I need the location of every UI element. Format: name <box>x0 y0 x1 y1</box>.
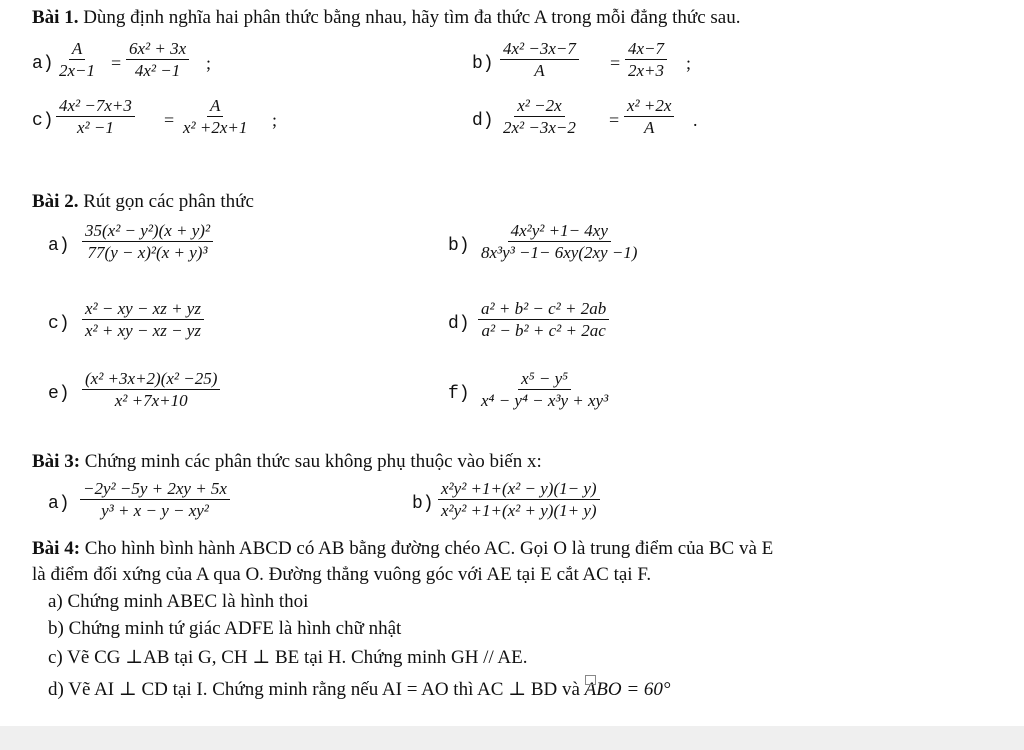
bai1-c-rhs-den: x² +2x+1 <box>183 118 248 137</box>
bai1-c-lhs-den: x² −1 <box>77 118 114 137</box>
bai3-b-den: x²y² +1+(x² + y)(1+ y) <box>441 501 597 520</box>
bai2-d-frac <box>478 300 609 339</box>
bai1-a-rhs-den: 4x² −1 <box>134 61 181 80</box>
angle-icon <box>585 679 671 701</box>
bai2-a-frac <box>82 222 213 261</box>
bai3-b-label: b) <box>412 494 434 514</box>
bai2-f-label: f) <box>448 384 470 404</box>
bai1-d-lhs <box>500 97 579 136</box>
bai1-b-lhs-den: A <box>534 61 545 80</box>
bai1-d-lhs-den: 2x² −3x−2 <box>503 118 576 137</box>
bai1-a-rhs <box>126 40 189 79</box>
bai1-d-rhs <box>624 97 674 136</box>
bai2-c-frac <box>82 300 204 339</box>
bai4-c: c) Vẽ CG ⊥AB tại G, CH ⊥ BE tại H. Chứng minh GH // AE. <box>48 647 528 668</box>
bai1-d-eq: = <box>609 110 620 130</box>
bai4-line1-text: Cho hình bình hành ABCD có AB bằng đường chéo AC. Gọi O là trung điểm của BC và E <box>84 538 774 559</box>
bai2-f-den: x⁴ − y⁴ − x³y + xy³ <box>481 391 609 410</box>
bai3-title <box>32 452 542 473</box>
bai2-e-label: e) <box>48 384 70 404</box>
bai3-text: Chứng minh các phân thức sau không phụ thuộc vào biến x: <box>84 451 542 472</box>
bai2-e-den: x² +7x+10 <box>114 391 188 410</box>
bai1-c-lhs <box>56 97 135 136</box>
bai2-d-num: a² + b² − c² + 2ab <box>478 300 609 320</box>
bai1-heading: Bài 1. <box>32 7 79 28</box>
bai1-b-rhs-num: 4x−7 <box>625 40 667 60</box>
bai3-a-num: −2y² −5y + 2xy + 5x <box>80 480 230 500</box>
bai3-heading: Bài 3: <box>32 451 81 472</box>
bai2-a-label: a) <box>48 236 70 256</box>
bai4-d-text: d) Vẽ AI ⊥ CD tại I. Chứng minh rằng nếu AI = AO thì AC ⊥ BD và <box>48 679 580 700</box>
bai1-text: Dùng định nghĩa hai phân thức bằng nhau, hãy tìm đa thức A trong mỗi đẳng thức sau. <box>83 7 741 28</box>
bai2-title <box>32 192 254 213</box>
bai1-b-rhs-den: 2x+3 <box>628 61 665 80</box>
bai2-a-num: 35(x² − y²)(x + y)² <box>82 222 213 242</box>
bai4-line1 <box>32 538 773 560</box>
bai2-b-label: b) <box>448 236 470 256</box>
bai2-b-den: 8x³y³ −1− 6xy(2xy −1) <box>481 243 638 262</box>
bai4-heading: Bài 4: <box>32 538 81 559</box>
bai2-b-num: 4x²y² +1− 4xy <box>508 222 611 242</box>
bai1-b-lhs-num: 4x² −3x−7 <box>500 40 579 60</box>
bai2-f-frac <box>478 370 611 409</box>
bai2-heading: Bài 2. <box>32 191 79 212</box>
bai1-d-end: . <box>693 110 698 130</box>
bai2-e-frac <box>82 370 220 409</box>
bai3-a-den: y³ + x − y − xy² <box>101 501 209 520</box>
bai3-b-num: x²y² +1+(x² − y)(1− y) <box>438 480 600 500</box>
bai1-b-rhs <box>625 40 667 79</box>
bai1-d-rhs-num: x² +2x <box>624 97 674 117</box>
bai1-a-eq: = <box>111 53 122 73</box>
bai1-c-end: ; <box>272 110 278 130</box>
bai2-a-den: 77(y − x)²(x + y)³ <box>87 243 208 262</box>
bai1-a-lhs-den: 2x−1 <box>59 61 96 80</box>
bai2-c-den: x² + xy − xz − yz <box>85 321 201 340</box>
bai2-d-den: a² − b² + c² + 2ac <box>481 321 606 340</box>
bai1-a-rhs-num: 6x² + 3x <box>126 40 189 60</box>
page-bottom-band <box>0 726 1024 750</box>
bai2-c-label: c) <box>48 314 70 334</box>
bai1-a-lhs <box>56 40 98 79</box>
angle-hat-box <box>585 675 596 685</box>
bai1-b-end: ; <box>686 53 692 73</box>
bai1-a-lhs-num: A <box>69 40 85 60</box>
bai2-e-num: (x² +3x+2)(x² −25) <box>82 370 220 390</box>
bai1-b-lhs <box>500 40 579 79</box>
bai4-line2: là điểm đối xứng của A qua O. Đường thẳng vuông góc với AE tại E cắt AC tại F. <box>32 564 652 585</box>
bai1-d-lhs-num: x² −2x <box>514 97 564 117</box>
bai1-d-label: d) <box>472 111 494 131</box>
bai2-b-frac <box>478 222 640 261</box>
bai1-title <box>32 8 740 29</box>
bai1-a-label: a) <box>32 54 54 74</box>
bai1-c-rhs-num: A <box>207 97 223 117</box>
bai3-a-frac <box>80 480 230 519</box>
bai2-f-num: x⁵ − y⁵ <box>518 370 571 390</box>
bai1-c-label: c) <box>32 111 54 131</box>
bai3-b-frac <box>438 480 600 519</box>
bai1-c-eq: = <box>164 110 175 130</box>
bai2-d-label: d) <box>448 314 470 334</box>
bai1-c-lhs-num: 4x² −7x+3 <box>56 97 135 117</box>
bai1-c-rhs <box>180 97 250 136</box>
bai1-b-label: b) <box>472 54 494 74</box>
bai4-d-angle: ABO = 60° <box>584 679 671 700</box>
bai1-b-eq: = <box>610 53 621 73</box>
bai4-b: b) Chứng minh tứ giác ADFE là hình chữ nhật <box>48 618 402 639</box>
bai1-d-rhs-den: A <box>644 118 655 137</box>
bai4-d <box>48 678 671 701</box>
bai2-c-num: x² − xy − xz + yz <box>82 300 204 320</box>
bai1-a-end: ; <box>206 53 212 73</box>
bai3-a-label: a) <box>48 494 70 514</box>
bai4-a: a) Chứng minh ABEC là hình thoi <box>48 591 309 612</box>
bai2-text: Rút gọn các phân thức <box>83 191 254 212</box>
